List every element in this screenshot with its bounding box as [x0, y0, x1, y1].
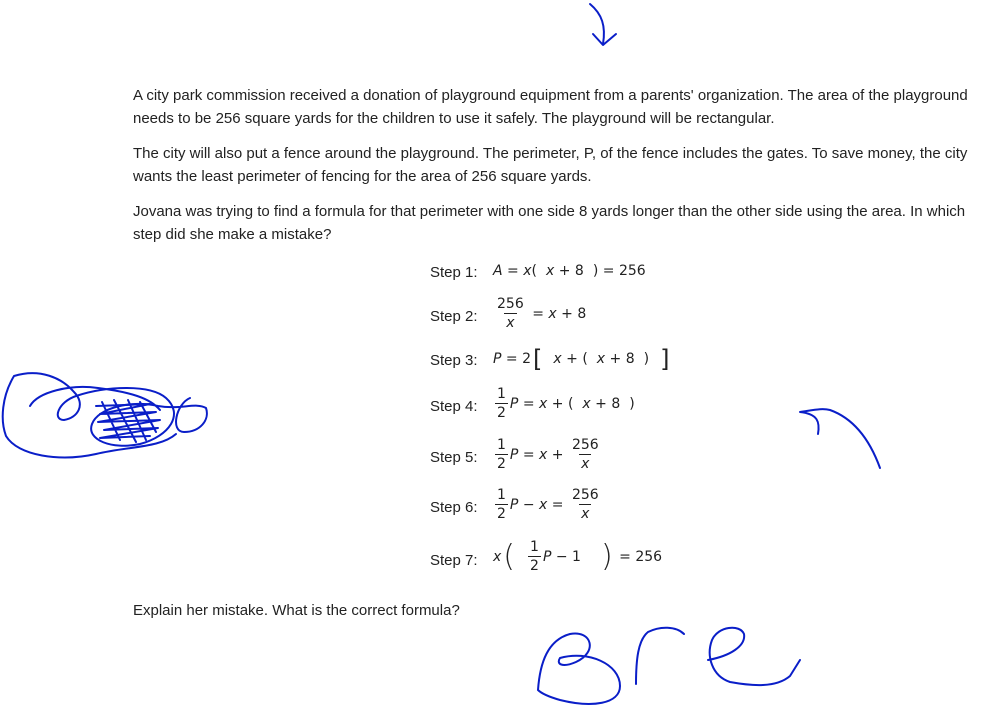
- ink-handwritten-word: [538, 628, 800, 704]
- minus-sign: −: [555, 548, 568, 565]
- var-x: x: [539, 395, 548, 412]
- step-7-label: Step 7:: [430, 552, 478, 569]
- problem-paragraph-2: The city will also put a fence around the playground. The perimeter, P, of the fence includes the gates. To save money, the city wants the least perimeter of fencing for the area of 256 square yards.: [133, 145, 968, 185]
- right-bracket: ]: [660, 345, 670, 373]
- step-1-label: Step 1:: [430, 264, 478, 281]
- var-x: x: [539, 496, 548, 513]
- plus-sign: +: [595, 395, 607, 412]
- fraction-256-over-x: $\frac{256}{x}$: [571, 487, 599, 522]
- fraction-256-over-x: $\frac{256}{x}$: [571, 437, 599, 472]
- number-1: 1: [572, 548, 581, 565]
- fraction-256-over-x: $\frac{256}{x}$: [497, 296, 524, 331]
- left-bracket: [: [533, 345, 543, 373]
- left-paren: (: [582, 351, 588, 367]
- equals-sign: =: [505, 351, 518, 367]
- var-x: x: [582, 395, 591, 412]
- number-2: 2: [522, 351, 532, 367]
- problem-paragraph-3: Jovana was trying to find a formula for that perimeter with one side 8 yards longer than the other side using the area. In which step did she make a mistake?: [133, 203, 966, 243]
- fraction-one-half: $\frac{1}{2}$: [497, 386, 506, 421]
- step-6-label: Step 6:: [430, 499, 478, 516]
- step-2-label: Step 2:: [430, 308, 478, 325]
- number-8: 8: [611, 395, 621, 412]
- var-x: x: [545, 263, 555, 279]
- step-5-label: Step 5:: [430, 449, 478, 466]
- fraction-one-half: $\frac{1}{2}$: [530, 539, 539, 574]
- number-8: 8: [577, 305, 587, 322]
- fraction-one-half: $\frac{1}{2}$: [497, 437, 506, 472]
- equals-sign: =: [532, 305, 544, 322]
- ink-scribble-fill: [96, 400, 160, 442]
- right-paren: ): [600, 538, 613, 574]
- var-x: x: [539, 446, 548, 463]
- equals-sign: =: [507, 263, 519, 279]
- right-paren: ): [592, 263, 599, 279]
- var-a: A: [493, 263, 503, 279]
- left-paren: (: [567, 395, 574, 412]
- minus-sign: −: [522, 496, 535, 513]
- problem-paragraph-1: A city park commission received a donation of playground equipment from a parents' organization. The area of the playground needs to be 256 square yards for the children to use it safely. The playground will be rectangular.: [133, 87, 968, 127]
- ink-scribble-left: [3, 373, 207, 457]
- var-x: x: [553, 351, 562, 367]
- plus-sign: +: [566, 351, 578, 367]
- equals-sign: =: [522, 395, 535, 412]
- var-p: P: [509, 446, 519, 463]
- equals-sign: =: [522, 446, 535, 463]
- equals-sign: =: [551, 496, 564, 513]
- right-paren: ): [643, 351, 650, 367]
- var-x: x: [548, 305, 557, 322]
- left-paren: (: [503, 538, 516, 574]
- plus-sign: +: [551, 395, 564, 412]
- fraction-one-half: $\frac{1}{2}$: [497, 487, 506, 522]
- equals-sign: =: [602, 263, 615, 279]
- number-8: 8: [574, 263, 584, 279]
- number-256: 256: [618, 263, 646, 279]
- number-8: 8: [625, 351, 635, 367]
- plus-sign: +: [561, 305, 573, 322]
- var-p: P: [509, 496, 519, 513]
- var-x: x: [493, 548, 502, 565]
- step-3-label: Step 3:: [430, 352, 478, 369]
- var-p: P: [542, 548, 552, 565]
- plus-sign: +: [551, 446, 564, 463]
- left-paren: (: [531, 263, 537, 279]
- var-p: P: [493, 351, 502, 367]
- plus-sign: +: [609, 351, 622, 367]
- step-4-label: Step 4:: [430, 398, 478, 415]
- var-x: x: [596, 351, 606, 367]
- equals-sign: =: [619, 548, 631, 565]
- ink-arrow-up-left-icon: [800, 409, 880, 468]
- question-prompt: Explain her mistake. What is the correct formula?: [133, 602, 460, 619]
- var-x: x: [523, 263, 532, 279]
- right-paren: ): [629, 395, 635, 412]
- plus-sign: +: [558, 263, 571, 279]
- ink-arrow-down-icon: [590, 4, 616, 45]
- var-p: P: [509, 395, 519, 412]
- number-256: 256: [635, 548, 663, 565]
